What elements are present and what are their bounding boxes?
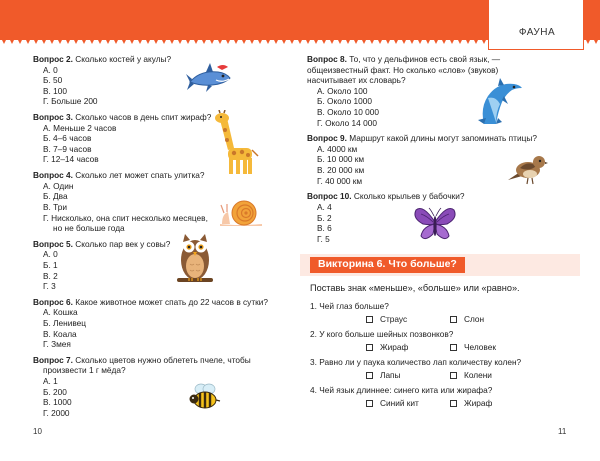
question-number: Вопрос 7. xyxy=(33,354,73,365)
option: Б. 4–6 часов xyxy=(43,133,92,144)
option: А. 0 xyxy=(43,249,58,260)
owl-icon xyxy=(175,228,215,286)
section-tag xyxy=(488,0,584,50)
question-5 xyxy=(33,239,283,292)
option: Б. Два xyxy=(43,191,68,202)
quiz-choice-3b[interactable] xyxy=(450,370,492,381)
choice-label: Синий кит xyxy=(380,398,419,408)
page-number-right: 11 xyxy=(558,427,567,436)
checkbox[interactable] xyxy=(450,400,457,407)
quiz-choice-2b[interactable] xyxy=(450,342,496,353)
question-text: Маршрут какой длины могут запоминать птицы? xyxy=(346,133,537,144)
question-number: Вопрос 6. xyxy=(33,296,73,307)
option: Б. 200 xyxy=(43,386,67,397)
option: Б. 2 xyxy=(317,212,332,223)
option: Г. Около 14 000 xyxy=(317,117,377,128)
question-text-line3: насчитывает их словарь? xyxy=(307,75,406,86)
option: Б. 10 000 км xyxy=(317,154,365,165)
option: Г. 2000 xyxy=(43,407,70,418)
question-text: То, что у дельфинов есть свой язык, — xyxy=(346,54,501,64)
question-text: Сколько костей у акулы? xyxy=(72,54,172,64)
option: Б. 1 xyxy=(43,259,58,270)
option: А. 4000 км xyxy=(317,143,358,154)
option: Г. 12–14 часов xyxy=(43,154,99,165)
checkbox[interactable] xyxy=(450,316,457,323)
quiz-question-3: 3. Равно ли у паука количество лап количеству колен? xyxy=(310,357,522,367)
quiz-question-4: 4. Чей язык длиннее: синего кита или жирафа? xyxy=(310,385,493,395)
option: А. Кошка xyxy=(43,307,78,318)
quiz-question-2: 2. У кого больше шейных позвонков? xyxy=(310,329,454,339)
option: Г. Змея xyxy=(43,339,71,350)
bee-icon xyxy=(187,383,223,411)
option: А. 1 xyxy=(43,376,58,387)
checkbox[interactable] xyxy=(366,344,373,351)
question-text-continuation: произвести 1 г мёда? xyxy=(43,365,126,376)
option: А. Меньше 2 часов xyxy=(43,122,117,133)
snail-icon xyxy=(218,198,264,228)
option: В. 2 xyxy=(43,270,58,281)
question-text: Сколько пар век у совы? xyxy=(72,238,171,249)
option: Б. Ленивец xyxy=(43,318,87,329)
question-number: Вопрос 3. xyxy=(33,112,73,123)
checkbox[interactable] xyxy=(366,400,373,407)
giraffe-icon xyxy=(214,110,262,176)
option: А. Один xyxy=(43,180,74,191)
dolphin-icon xyxy=(476,74,524,126)
quiz-choice-2a[interactable] xyxy=(366,342,408,353)
question-number: Вопрос 4. xyxy=(33,170,73,181)
question-text-line2: общеизвестный факт. Но сколько «слов» (звуков) xyxy=(307,64,499,75)
question-text: Сколько крыльев у бабочки? xyxy=(351,191,465,202)
quiz-title: Викторина 6. Что больше? xyxy=(310,257,465,273)
option: Г. 3 xyxy=(43,281,56,292)
question-7 xyxy=(33,355,283,419)
option: Б. 50 xyxy=(43,75,63,86)
option-continuation: но не больше года xyxy=(53,223,125,234)
question-text: Сколько лет может спать улитка? xyxy=(72,170,205,181)
option: В. 7–9 часов xyxy=(43,143,92,154)
option: В. Коала xyxy=(43,328,77,339)
question-text: Сколько цветов нужно облететь пчеле, чтобы xyxy=(72,354,251,365)
option: Г. Нисколько, она спит несколько месяцев, xyxy=(43,212,208,223)
question-number: Вопрос 8. xyxy=(307,54,347,64)
option: Г. 40 000 км xyxy=(317,175,363,186)
option: В. 6 xyxy=(317,223,332,234)
choice-label: Страус xyxy=(380,314,408,324)
checkbox[interactable] xyxy=(450,372,457,379)
option: А. Около 100 xyxy=(317,85,368,96)
quiz-choice-3a[interactable] xyxy=(366,370,401,381)
sparrow-icon xyxy=(506,150,548,186)
option: А. 0 xyxy=(43,64,58,75)
question-number: Вопрос 2. xyxy=(33,54,73,64)
section-tag-label: ФАУНА xyxy=(518,27,556,38)
option: В. 20 000 км xyxy=(317,165,365,176)
question-text: Какое животное может спать до 22 часов в сутки? xyxy=(72,296,269,307)
quiz-choice-1a[interactable] xyxy=(366,314,407,325)
option: А. 4 xyxy=(317,201,332,212)
option: В. 100 xyxy=(43,85,67,96)
quiz-header xyxy=(300,254,580,276)
choice-label: Жираф xyxy=(464,398,493,408)
checkbox[interactable] xyxy=(366,372,373,379)
question-6 xyxy=(33,297,283,350)
option: Г. 5 xyxy=(317,233,330,244)
checkbox[interactable] xyxy=(366,316,373,323)
option: В. Три xyxy=(43,201,67,212)
option: Б. Около 1000 xyxy=(317,96,372,107)
quiz-question-1: 1. Чей глаз больше? xyxy=(310,301,389,311)
choice-label: Человек xyxy=(464,342,496,352)
quiz-choice-4b[interactable] xyxy=(450,398,492,409)
quiz-choice-1b[interactable] xyxy=(450,314,484,325)
choice-label: Жираф xyxy=(380,342,409,352)
butterfly-icon xyxy=(413,204,457,244)
question-8 xyxy=(307,54,577,128)
checkbox[interactable] xyxy=(450,344,457,351)
question-number: Вопрос 5. xyxy=(33,238,73,249)
option: В. Около 10 000 xyxy=(317,107,379,118)
shark-icon xyxy=(186,60,232,96)
question-text: Сколько часов в день спит жираф? xyxy=(72,112,212,123)
question-number: Вопрос 10. xyxy=(307,191,352,202)
question-2 xyxy=(33,54,283,107)
option: В. 1000 xyxy=(43,397,72,408)
choice-label: Колени xyxy=(464,370,492,380)
quiz-instructions: Поставь знак «меньше», «больше» или «равно». xyxy=(310,283,520,293)
option: Г. Больше 200 xyxy=(43,96,98,107)
question-number: Вопрос 9. xyxy=(307,133,347,144)
quiz-choice-4a[interactable] xyxy=(366,398,419,409)
page-number-left: 10 xyxy=(33,427,42,436)
choice-label: Лапы xyxy=(380,370,401,380)
choice-label: Слон xyxy=(464,314,485,324)
